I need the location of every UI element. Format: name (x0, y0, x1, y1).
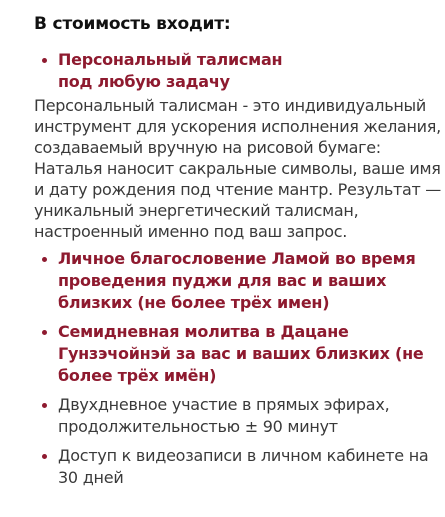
bullet-dot-icon (42, 403, 47, 408)
list-item-label: Доступ к видеозаписи в личном кабинете на 30 дней (58, 446, 429, 487)
bullet-dot-icon (42, 454, 47, 459)
list-item-label: Персональный талисман под любую задачу (58, 50, 283, 91)
list-item-label: Личное благословение Ламой во время проведения пуджи для вас и ваших близких (не более трёх имен) (58, 249, 416, 312)
section-heading: В стоимость входит: (34, 14, 231, 34)
bullet-dot-icon (42, 58, 47, 63)
list-item-label: Двухдневное участие в прямых эфирах, продолжительностью ± 90 минут (58, 395, 390, 436)
list-item-video-access (34, 445, 438, 489)
bullet-dot-icon (42, 257, 47, 262)
list-item-blessing (34, 248, 438, 314)
list-item-live-streams (34, 394, 438, 438)
talisman-description: Персональный талисман - это индивидуальный инструмент для ускорения исполнения желания, создаваемый вручную на рисовой бумаге: Наталья наносит сакральные символы, ваше имя и дату рождения под чтение мантр. Результат — уникальный энергетический талисман, настроенный именно под ваш запрос. (34, 96, 442, 241)
included-list-section (34, 13, 442, 489)
list-item-label: Семидневная молитва в Дацане Гунзэчойнэй за вас и ваших близких (не более трёх имён) (58, 322, 424, 385)
bullet-dot-icon (42, 330, 47, 335)
list-item-prayer (34, 321, 438, 387)
list-item-talisman (34, 49, 318, 93)
